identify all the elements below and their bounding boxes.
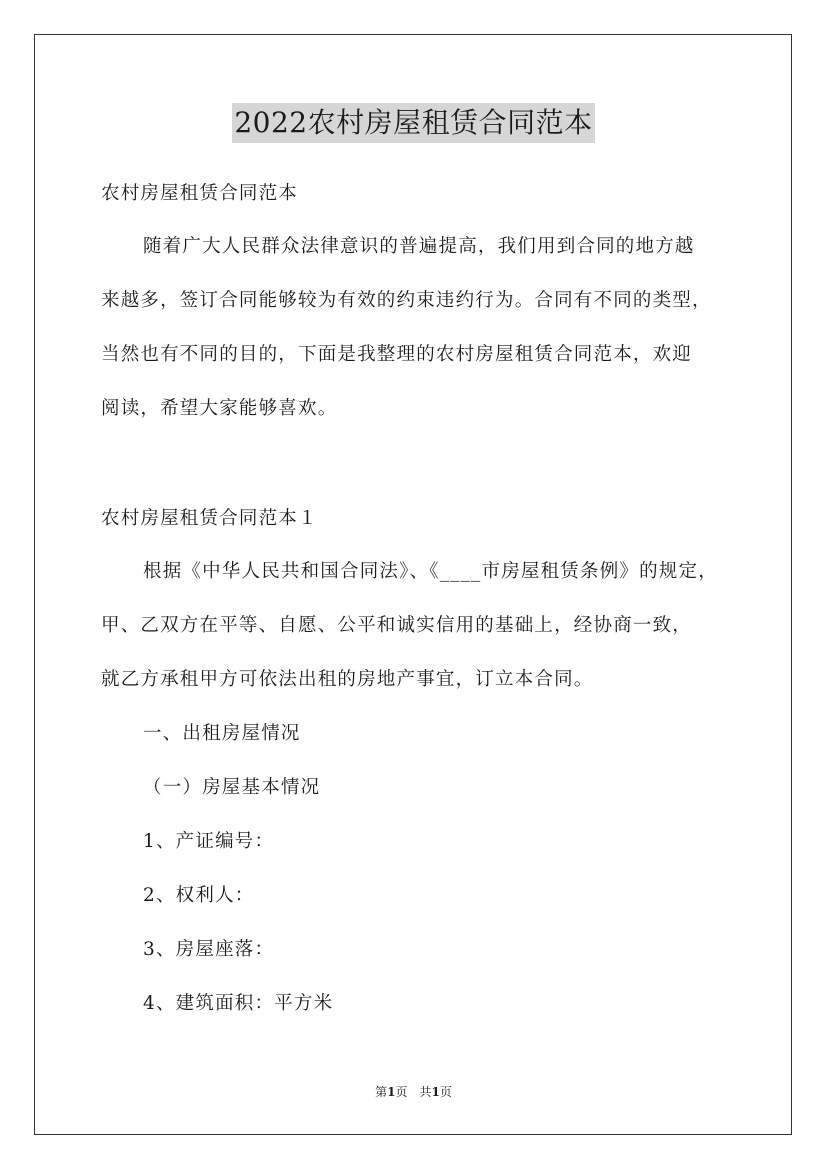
page-mid: 页 共 xyxy=(395,1085,432,1099)
page-prefix: 第 xyxy=(375,1085,388,1099)
page-current: 1 xyxy=(387,1085,396,1099)
body-line-1: 根据《中华人民共和国合同法》、《____市房屋租赁条例》的规定， xyxy=(143,561,718,582)
title-container xyxy=(0,103,827,143)
list-item: 1、产证编号： xyxy=(143,831,275,852)
subclause-heading: （一）房屋基本情况 xyxy=(143,777,321,798)
intro-line-3: 当然也有不同的目的，下面是我整理的农村房屋租赁合同范本，欢迎 xyxy=(101,344,693,365)
document-subtitle: 农村房屋租赁合同范本 xyxy=(101,183,299,204)
body-line-2: 甲、乙双方在平等、自愿、公平和诚实信用的基础上，经协商一致， xyxy=(101,615,693,636)
page-footer xyxy=(0,1083,827,1101)
list-item: 2、权利人： xyxy=(143,885,255,906)
list-item: 3、房屋座落： xyxy=(143,939,275,960)
body-line-3: 就乙方承租甲方可依法出租的房地产事宜，订立本合同。 xyxy=(101,669,594,690)
clause-heading: 一、出租房屋情况 xyxy=(143,723,301,744)
page-suffix: 页 xyxy=(439,1085,452,1099)
intro-line-1: 随着广大人民群众法律意识的普遍提高，我们用到合同的地方越 xyxy=(143,236,695,257)
page-total: 1 xyxy=(431,1085,440,1099)
intro-line-4: 阅读，希望大家能够喜欢。 xyxy=(101,398,338,419)
list-item: 4、建筑面积：平方米 xyxy=(143,993,334,1014)
section-heading: 农村房屋租赁合同范本１ xyxy=(101,508,318,529)
intro-line-2: 来越多，签订合同能够较为有效的约束违约行为。合同有不同的类型， xyxy=(101,290,712,311)
document-title: 2022农村房屋租赁合同范本 xyxy=(232,103,594,143)
